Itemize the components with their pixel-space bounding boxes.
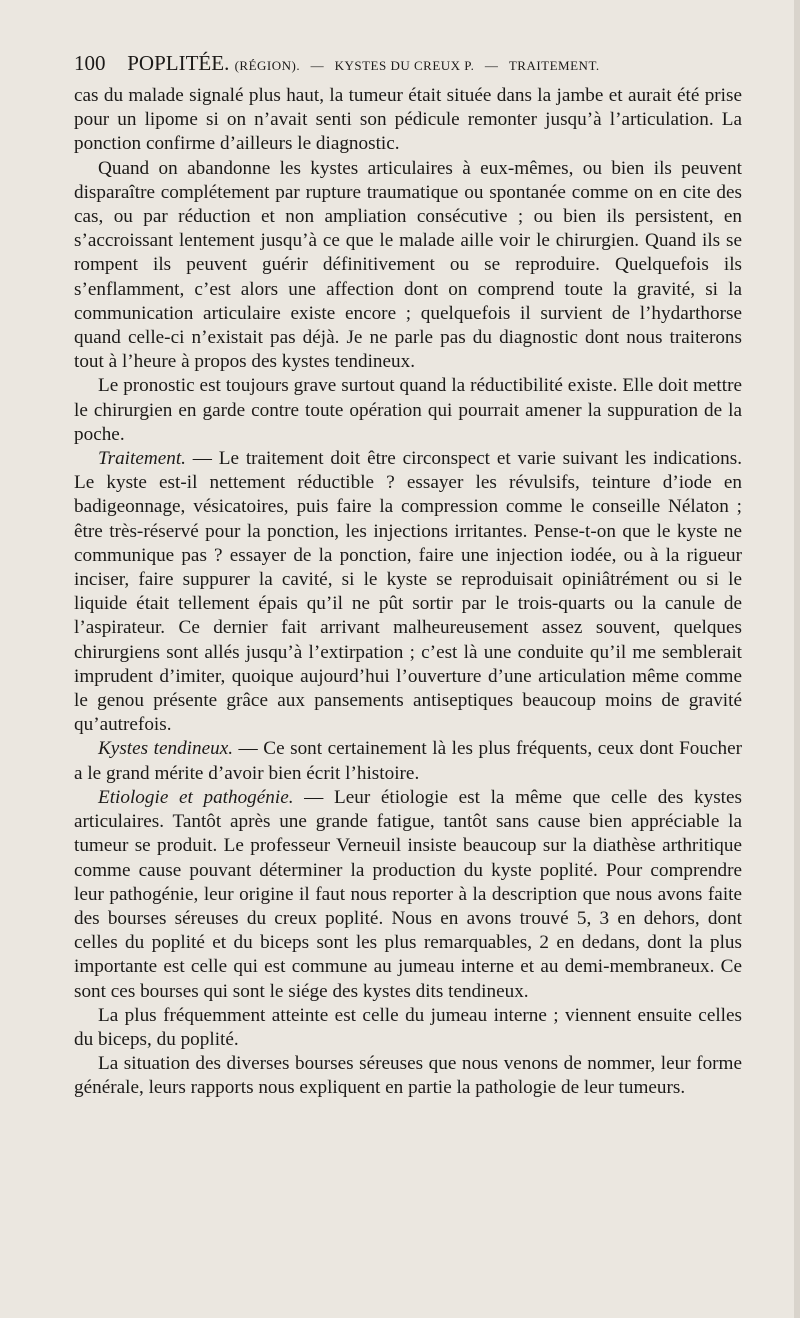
page-number: 100 (74, 51, 106, 75)
paragraph-lead: Etiologie et pathogénie. (98, 786, 294, 808)
header-region: (RÉGION). (234, 58, 301, 73)
paragraph-body: — Ce sont certainement là les plus fréquents, ceux dont Foucher a le grand mérite d’avoir bien écrit l’histoire. (74, 738, 742, 784)
paragraph (74, 447, 742, 737)
paragraph-body: — Le traitement doit être circonspect et varie suivant les indications. Le kyste est-il nettement réductible ? essayer les révulsifs, teinture d’iode en badigeonnage, vésicatoires, puis faire la compression comme le conseille Nélaton ; être très-réservé pour la ponction, les injections irritantes. Pense-t-on que le kyste ne communique pas ? essayer de la ponction, faire une injection iodée, ou à la rigueur inciser, faire suppurer la cavité, si le kyste se reproduisait opiniâtrément ou si le liquide était tellement épais qu’il ne pût sortir par le trois-quarts ou la canule de l’aspirateur. Ce dernier fait arrivant malheureusement assez souvent, quelques chirurgiens sont allés jusqu’à l’extirpation ; c’est là une conduite qu’il me semblerait imprudent d’imiter, quoique aujourd’hui l’ouverture d’une articulation même comme le genou présente grâce aux pansements antiseptiques beaucoup moins de gravité qu’autrefois. (74, 448, 742, 736)
paragraph: cas du malade signalé plus haut, la tumeur était située dans la jambe et aurait été prise pour un lipome si on n’avait senti son pédicule remonter jusqu’à l’articulation. La ponction confirme d’ailleurs le diagnostic. (74, 85, 742, 155)
body-text (74, 84, 742, 1101)
paragraph: La plus fréquemment atteinte est celle du jumeau interne ; viennent ensuite celles du biceps, du poplité. (74, 1004, 742, 1050)
paragraph: Quand on abandonne les kystes articulaires à eux-mêmes, ou bien ils peuvent disparaître complétement par rupture traumatique ou spontanée comme on en cite des cas, ou par réduction et non ampliation consécutive ; ou bien ils persistent, en s’accroissant lentement jusqu’à ce que le malade aille voir le chirurgien. Quand ils se rompent ils peuvent guérir définitivement ou se reproduire. Quelquefois ils s’enflamment, c’est alors une affection dont on comprend toute la gravité, si la communication articulaire existe encore ; quelquefois il survient de l’hydarthorse quand celle-ci n’existait pas déjà. Je ne parle pas du diagnostic dont nous traiterons tout à l’heure à propos des kystes tendineux. (74, 157, 742, 373)
header-separator: — (484, 58, 499, 73)
paragraph (74, 737, 742, 785)
header-subsection: TRAITEMENT. (508, 58, 600, 73)
paragraph-lead: Kystes tendineux. (98, 738, 234, 760)
header-separator: — (310, 58, 325, 73)
paragraph: La situation des diverses bourses séreuses que nous venons de nommer, leur forme générale, leurs rapports nous expliquent en partie la pathologie de leur tumeurs. (74, 1053, 742, 1099)
paragraph-lead: Traitement. (98, 448, 186, 470)
running-header (74, 50, 754, 79)
header-title: POPLITÉE. (127, 51, 230, 75)
page-edge (794, 0, 800, 1318)
header-section: KYSTES DU CREUX P. (334, 58, 475, 73)
paragraph (74, 786, 742, 1004)
paragraph-body: — Leur étiologie est la même que celle des kystes articulaires. Tantôt après une grande fatigue, tantôt sans cause bien appréciable la tumeur se produit. Le professeur Verneuil insiste beaucoup sur la diathèse arthritique comme cause pouvant déterminer la production du kyste poplité. Pour comprendre leur pathogénie, leur origine il faut nous reporter à la description que nous avons faite des bourses séreuses du creux poplité. Nous en avons trouvé 5, 3 en dehors, dont celles du poplité et du biceps sont les plus remarquables, 2 en dedans, dont la plus importante est celle qui est commune au jumeau interne et au demi-membraneux. Ce sont ces bourses qui sont le siége des kystes dits tendineux. (74, 786, 742, 1002)
paragraph: Le pronostic est toujours grave surtout quand la réductibilité existe. Elle doit mettre le chirurgien en garde contre toute opération qui pourrait amener la suppuration de la poche. (74, 375, 742, 445)
